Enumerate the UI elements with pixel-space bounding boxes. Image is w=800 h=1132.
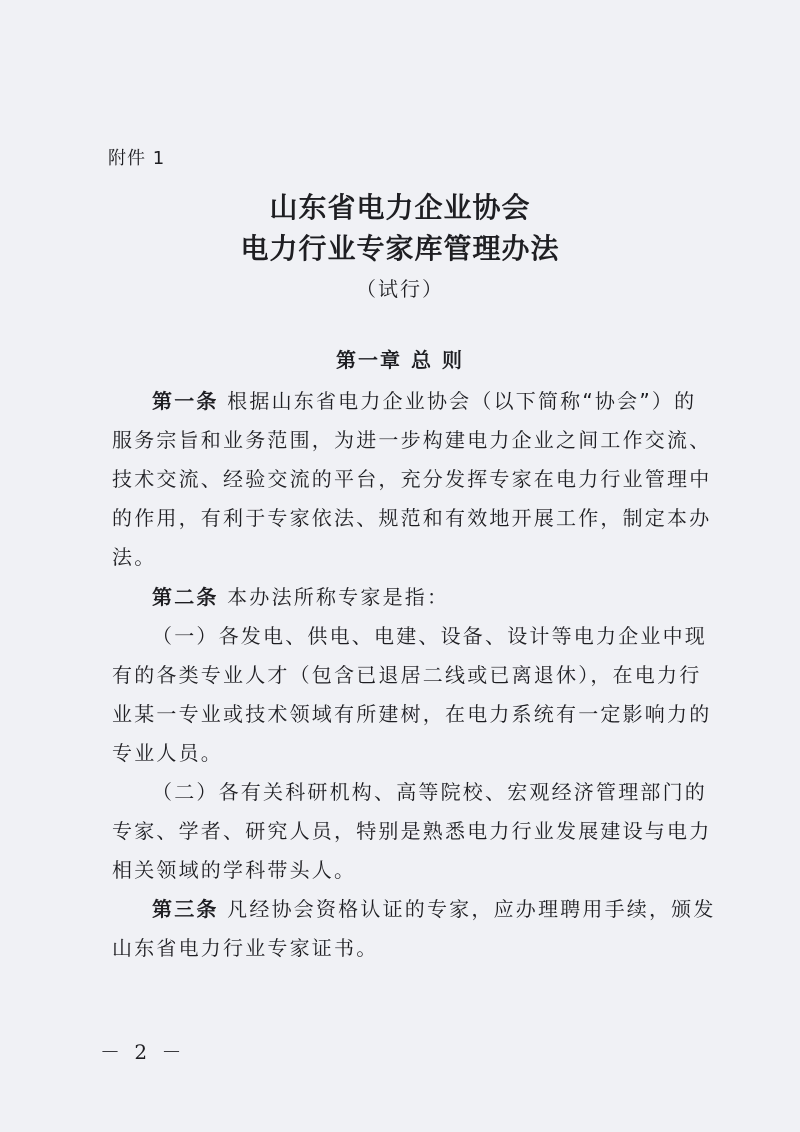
article3-text: 凡经协会资格认证的专家，应办理聘用手续，颁发	[227, 897, 716, 921]
document-subtitle: （试行）	[356, 277, 444, 301]
chapter-heading: 第一章 总 则	[336, 348, 464, 372]
article2-text: 本办法所称专家是指：	[227, 585, 450, 609]
article1-label: 第一条	[152, 389, 219, 413]
article2-item1-line2: 有的各类专业人才（包含已退居二线或已离退休），在电力行	[112, 663, 702, 687]
article1-text: 根据山东省电力企业协会（以下简称“协会”）的	[227, 389, 697, 413]
article2-item2-line3: 相关领域的学科带头人。	[112, 858, 357, 882]
page-number: － 2 －	[100, 1040, 186, 1064]
article3-line1	[152, 895, 716, 923]
article2-item1-line1: （一）各发电、供电、电建、设备、设计等电力企业中现	[152, 624, 707, 648]
article2-item2-line2: 专家、学者、研究人员，特别是熟悉电力行业发展建设与电力	[112, 819, 712, 843]
article2-label: 第二条	[152, 585, 219, 609]
article1-line4: 的作用，有利于专家依法、规范和有效地开展工作，制定本办	[112, 506, 712, 530]
attachment-label: 附件 1	[108, 148, 166, 169]
document-title-line2: 电力行业专家库管理办法	[240, 232, 560, 265]
article2-item1-line4: 专业人员。	[112, 741, 223, 765]
article1-line3: 技术交流、经验交流的平台，充分发挥专家在电力行业管理中	[112, 467, 712, 491]
document-title-line1: 山东省电力企业协会	[269, 191, 531, 224]
article3-line2: 山东省电力行业专家证书。	[112, 936, 379, 960]
article2-item1-line3: 业某一专业或技术领域有所建树，在电力系统有一定影响力的	[112, 702, 712, 726]
article1-line2: 服务宗旨和业务范围，为进一步构建电力企业之间工作交流、	[112, 428, 712, 452]
article2-line1	[152, 583, 692, 611]
article3-label: 第三条	[152, 897, 219, 921]
article1-line1	[152, 387, 697, 415]
article2-item2-line1: （二）各有关科研机构、高等院校、宏观经济管理部门的	[152, 780, 707, 804]
article1-line5: 法。	[112, 545, 157, 569]
